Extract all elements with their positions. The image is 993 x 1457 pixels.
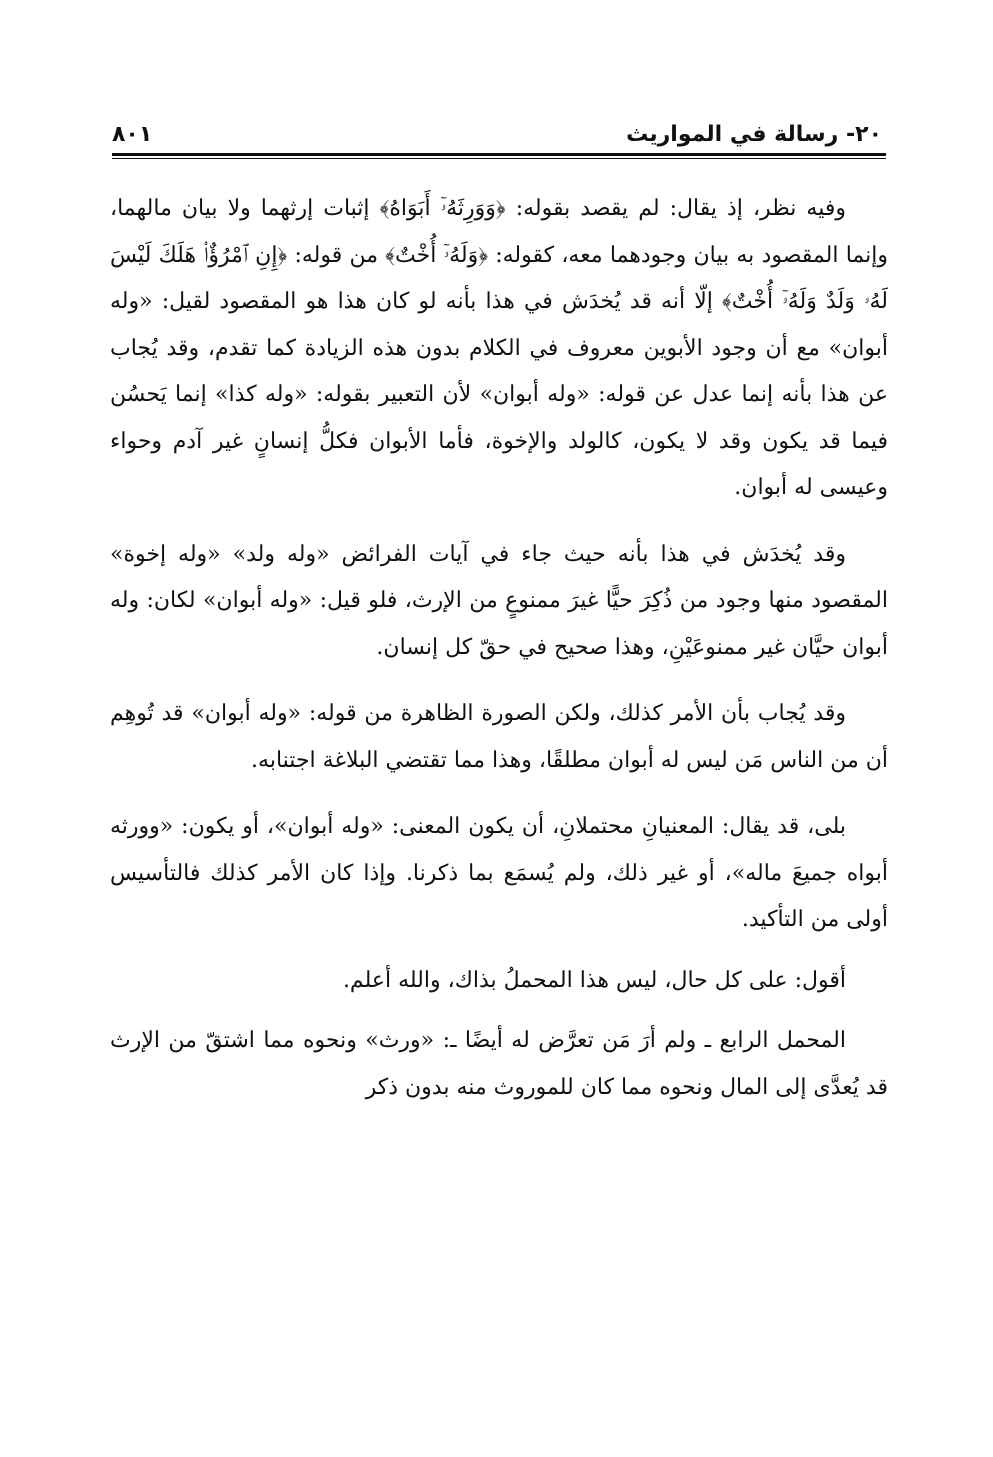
paragraph: بلى، قد يقال: المعنيانِ محتملانِ، أن يكون المعنى: «وله أبوان»، أو يكون: «وورثه أبواه جميعَ ماله»، أو غير ذلك، ولم يُسمَع بما ذكرنا. وإذا كان الأمر كذلك فالتأسيس أولى من التأكيد.: [110, 814, 888, 932]
body-text: [110, 186, 888, 1131]
header-rule-thick: [112, 153, 886, 156]
running-header: [112, 116, 882, 156]
paragraph: أقول: على كل حال، ليس هذا المحملُ بذاك، والله أعلم.: [342, 967, 846, 993]
paragraph: وقد يُجاب بأن الأمر كذلك، ولكن الصورة الظاهرة من قوله: «وله أبوان» قد تُوهِم أن من الناس مَن ليس له أبوان مطلقًا، وهذا مما تقتضي البلاغة اجتنابه.: [110, 701, 888, 773]
paragraph: المحمل الرابع ـ ولم أرَ مَن تعرَّض له أيضًا ـ: «ورث» ونحوه مما اشتقّ من الإرث قد يُعدَّى إلى المال ونحوه مما كان للموروث منه بدون ذكر: [110, 1028, 888, 1100]
header-rule-thin: [112, 158, 886, 159]
page-number: ٨٠١: [112, 122, 153, 147]
paragraph: وفيه نظر، إذ يقال: لم يقصد بقوله: ﴿وَوَرِثَهُۥٓ أَبَوَاهُ﴾ إثبات إرثهما ولا بيان مالهما، وإنما المقصود به بيان وجودهما معه، كقوله: ﴿وَلَهُۥٓ أُخْتٌ﴾ من قوله: ﴿إِنِ ٱمْرُؤٌا۟ هَلَكَ لَيْسَ لَهُۥ وَلَدٌ وَلَهُۥٓ أُخْتٌ﴾ إلّا أنه قد يُخدَش في هذا بأنه لو كان هذا هو المقصود لقيل: «وله أبوان» مع أن وجود الأبوين معروف في الكلام بدون هذه الزيادة كما تقدم، وقد يُجاب عن هذا بأنه إنما عدل عن قوله: «وله أبوان» لأن التعبير بقوله: «وله كذا» إنما يَحسُن فيما قد يكون وقد لا يكون، كالولد والإخوة، فأما الأبوان فكلُّ إنسانٍ غير آدم وحواء وعيسى له أبوان.: [110, 196, 888, 500]
chapter-title: ٢٠- رسالة في المواريث: [626, 122, 882, 147]
paragraph: وقد يُخدَش في هذا بأنه حيث جاء في آيات الفرائض «وله ولد» «وله إخوة» المقصود منها وجود من ذُكِرَ حيًّا غيرَ ممنوعٍ من الإرث، فلو قيل: «وله أبوان» لكان: وله أبوان حيَّان غير ممنوعَيْنِ، وهذا صحيح في حقّ كل إنسان.: [110, 541, 888, 660]
